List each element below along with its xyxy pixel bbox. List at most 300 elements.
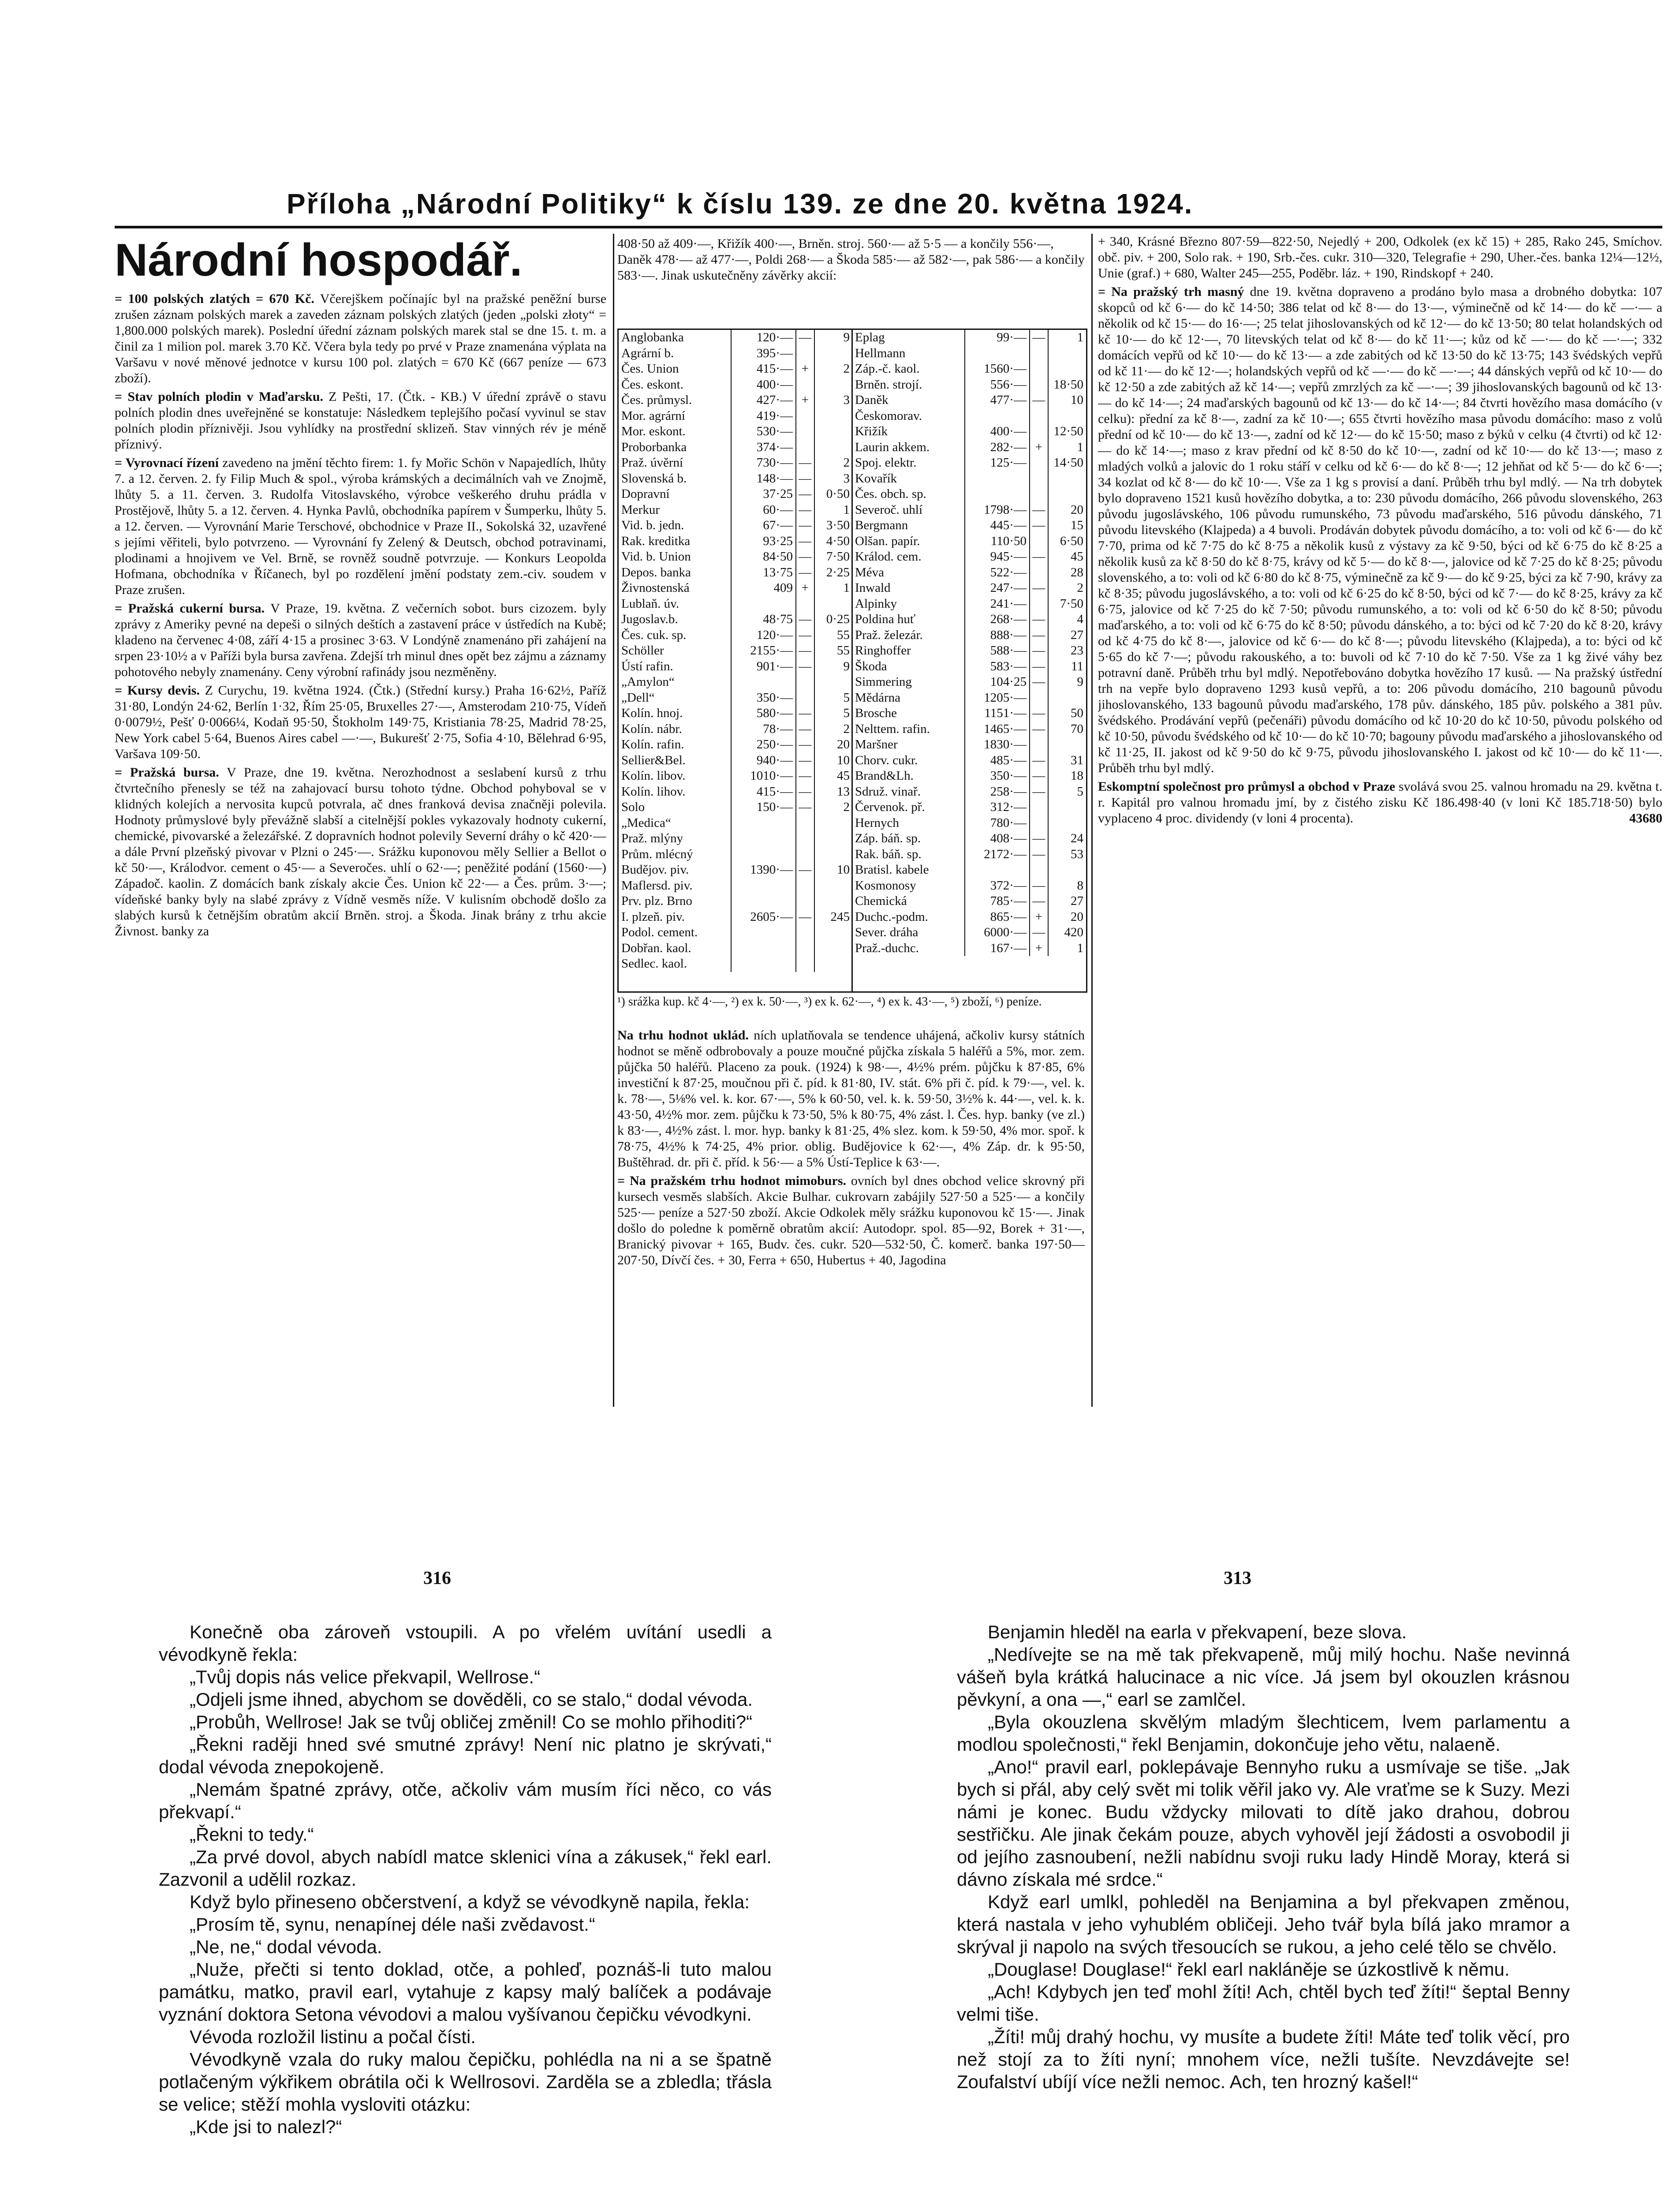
stock-row bbox=[852, 909, 1085, 925]
stock-name: Kolín. nábr. bbox=[619, 721, 732, 737]
stock-name: Praž. úvěrní bbox=[619, 455, 732, 471]
stock-price: 730·— bbox=[732, 455, 796, 471]
stock-row bbox=[619, 674, 851, 690]
notice-id: 43680 bbox=[1629, 811, 1662, 826]
change-value: 3 bbox=[843, 471, 850, 486]
news-text: V Praze, 19. května. Z večerních sobot. burs cizozem. byly zprávy z Ameriky pevné na depeši o silných deštích a zastavení práce v ústředích na Kubě; kladeno na červenec 4·08, září 4·15 a prosinec 3·63. V Londýně znamenáno při zahájení na srpen 23·10½ a v Paříži byla bursa zavřena. Zdejší trh minul dnes opět bez zájmu a záznamy pohotového nebyly znamenány. Ceny výrobní rafinády jsou nezměněny. bbox=[115, 601, 606, 679]
change-sign: — bbox=[1030, 721, 1049, 737]
stock-row bbox=[852, 768, 1085, 784]
change-value: 2 bbox=[843, 456, 850, 470]
change-sign: — bbox=[1030, 659, 1049, 675]
change-value: 1 bbox=[843, 581, 850, 595]
stock-row bbox=[619, 377, 851, 393]
stock-price: 312·— bbox=[965, 800, 1030, 815]
stock-price: 150·— bbox=[732, 800, 796, 815]
change-sign: — bbox=[796, 486, 815, 502]
change-value bbox=[1049, 408, 1085, 424]
change-sign: — bbox=[796, 518, 815, 534]
change-value bbox=[815, 346, 851, 362]
change-value: 18 bbox=[1071, 769, 1084, 783]
news-item bbox=[115, 389, 606, 452]
stock-name: Vid. b. jedn. bbox=[619, 518, 732, 534]
change-sign bbox=[1030, 471, 1049, 487]
news-item bbox=[115, 291, 606, 386]
stock-name: Křižík bbox=[852, 424, 965, 440]
change-sign: — bbox=[796, 862, 815, 878]
novel-paragraph: Konečně oba zároveň vstoupili. A po vřelém uvítání usedli a vévodkyně řekla: bbox=[159, 1622, 772, 1665]
change-sign bbox=[796, 596, 815, 612]
stock-row bbox=[852, 455, 1085, 471]
change-value: 5 bbox=[843, 706, 850, 720]
change-sign bbox=[796, 831, 815, 847]
change-sign: — bbox=[796, 737, 815, 753]
stock-price bbox=[965, 862, 1030, 878]
stock-price: 865·— bbox=[965, 909, 1030, 925]
stock-row bbox=[852, 862, 1085, 878]
stock-price: 427·— bbox=[732, 392, 796, 408]
stock-name: Čes. obch. sp. bbox=[852, 486, 965, 502]
change-sign bbox=[796, 893, 815, 909]
change-value: 20 bbox=[1071, 502, 1084, 517]
stock-row bbox=[619, 486, 851, 502]
stock-row bbox=[619, 862, 851, 878]
change-value: 1 bbox=[843, 502, 850, 517]
change-sign bbox=[796, 878, 815, 894]
stock-name: Ústí rafin. bbox=[619, 659, 732, 675]
stock-price: 415·— bbox=[732, 784, 796, 800]
stock-name: Hernych bbox=[852, 815, 965, 831]
change-value: 2 bbox=[843, 362, 850, 376]
stock-name: Proborbanka bbox=[619, 440, 732, 456]
stock-name: Sellier&Bel. bbox=[619, 753, 732, 769]
stock-name: Bratisl. kabele bbox=[852, 862, 965, 878]
change-value: 2 bbox=[843, 721, 850, 736]
change-sign bbox=[796, 408, 815, 424]
news-headline: = Pražská bursa. bbox=[115, 765, 219, 780]
stock-name: Rak. kreditka bbox=[619, 534, 732, 549]
change-sign bbox=[796, 674, 815, 690]
change-sign bbox=[1030, 361, 1049, 377]
stock-name: Mědárna bbox=[852, 690, 965, 706]
change-value bbox=[815, 956, 851, 972]
stock-price: 84·50 bbox=[732, 549, 796, 565]
change-value: 14·50 bbox=[1053, 456, 1084, 470]
change-value bbox=[1049, 486, 1085, 502]
news-headline: = Stav polních plodin v Maďarsku. bbox=[115, 389, 323, 404]
stock-price: 522·— bbox=[965, 565, 1030, 581]
change-sign bbox=[796, 346, 815, 362]
stock-price: 247·— bbox=[965, 580, 1030, 596]
change-sign: + bbox=[1030, 941, 1049, 957]
stock-row bbox=[619, 549, 851, 565]
novel-paragraph: „Prosím tě, synu, nenapínej déle naši zvědavost.“ bbox=[190, 1914, 595, 1935]
stock-price: 350·— bbox=[965, 768, 1030, 784]
stock-price: 268·— bbox=[965, 612, 1030, 628]
stock-name: Prům. mlécný bbox=[619, 847, 732, 863]
stock-name: Maršner bbox=[852, 737, 965, 753]
novel-paragraph: „Probůh, Wellrose! Jak se tvůj obličej změnil! Co se mohlo přihoditi?“ bbox=[190, 1712, 753, 1732]
stock-name: Lublaň. úv. bbox=[619, 596, 732, 612]
stock-row bbox=[852, 580, 1085, 596]
stock-price: 1010·— bbox=[732, 768, 796, 784]
stock-row bbox=[619, 847, 851, 863]
change-value: 10 bbox=[837, 753, 850, 767]
novel-paragraph: „Byla okouzlena skvělým mladým šlechticem, lvem parlamentu a modlou společnosti,“ řekl Benjamin, dokončuje jeho větu, nalaeně. bbox=[957, 1712, 1570, 1755]
change-value: 9 bbox=[843, 330, 850, 344]
change-sign bbox=[1030, 565, 1049, 581]
stock-price: 588·— bbox=[965, 643, 1030, 659]
change-value bbox=[815, 440, 851, 456]
news-items bbox=[115, 291, 606, 939]
change-sign: — bbox=[1030, 753, 1049, 769]
change-sign bbox=[1030, 862, 1049, 878]
stock-name: I. plzeň. piv. bbox=[619, 909, 732, 925]
change-value: 1 bbox=[1077, 941, 1084, 955]
stock-name: Praž. mlýny bbox=[619, 831, 732, 847]
change-value: 55 bbox=[837, 628, 850, 642]
stock-row bbox=[619, 534, 851, 549]
stock-name: Záp.-č. kaol. bbox=[852, 361, 965, 377]
stock-name: Čes. Union bbox=[619, 361, 732, 377]
change-value: 28 bbox=[1071, 565, 1084, 579]
change-sign bbox=[796, 941, 815, 957]
change-value: 245 bbox=[830, 909, 850, 924]
news-text: Z Curychu, 19. května 1924. (Čtk.) (Střední kursy.) Praha 16·62½, Paříž 31·80, Londýn 24·62, Berlín 1·32, Řím 25·05, Bruxelles 27·—, Amsterodam 210·75, Vídeň 0·0079½, Pešť 0·0066¼, Kodaň 95·50, Štokholm 149·75, Kristiania 78·25, Madrid 78·25, New York cabel 5·64, Buenos Aires cabel —·—, Bukurešť 2·75, Sofia 4·10, Bělehrad 6·95, Varšava 109·50. bbox=[115, 683, 606, 761]
change-sign: — bbox=[1030, 330, 1049, 346]
stock-price: 1830·— bbox=[965, 737, 1030, 753]
change-sign: — bbox=[796, 643, 815, 659]
news-item bbox=[115, 601, 606, 680]
change-value bbox=[1049, 737, 1085, 753]
stock-row bbox=[852, 549, 1085, 565]
change-sign: — bbox=[796, 502, 815, 518]
change-sign: — bbox=[1030, 847, 1049, 863]
change-sign: + bbox=[1030, 909, 1049, 925]
stock-name: Dopravní bbox=[619, 486, 732, 502]
stock-price: 258·— bbox=[965, 784, 1030, 800]
stock-name: Schöller bbox=[619, 643, 732, 659]
stock-name: Simmering bbox=[852, 674, 965, 690]
change-value: 45 bbox=[1071, 549, 1084, 564]
stock-name: Králod. cem. bbox=[852, 549, 965, 565]
stock-price: 374·— bbox=[732, 440, 796, 456]
stock-name: Agrární b. bbox=[619, 346, 732, 362]
novel-paragraph: „Nedívejte se na mě tak překvapeně, můj milý hochu. Naše nevinná vášeň byla krátká halucinace a nic více. Já jsem byl okouzlen krásnou pěvkyní, a ona —,“ earl se zamlčel. bbox=[957, 1644, 1570, 1710]
change-sign: + bbox=[796, 392, 815, 408]
stock-name: Olšan. papír. bbox=[852, 534, 965, 549]
change-value bbox=[815, 377, 851, 393]
stock-name: Kolín. hnoj. bbox=[619, 706, 732, 721]
stock-name: Anglobanka bbox=[619, 330, 732, 346]
stock-row bbox=[619, 925, 851, 941]
change-sign bbox=[1030, 737, 1049, 753]
stock-name: Českomorav. bbox=[852, 408, 965, 424]
stock-price: 785·— bbox=[965, 893, 1030, 909]
stock-price bbox=[965, 408, 1030, 424]
change-sign: — bbox=[1030, 893, 1049, 909]
stock-name: Čes. eskont. bbox=[619, 377, 732, 393]
change-value: 2 bbox=[843, 800, 850, 814]
stock-price: 901·— bbox=[732, 659, 796, 675]
stock-row bbox=[852, 893, 1085, 909]
stock-price: 78·— bbox=[732, 721, 796, 737]
change-sign: + bbox=[1030, 440, 1049, 456]
change-sign bbox=[1030, 534, 1049, 549]
change-value bbox=[1049, 346, 1085, 362]
stock-row bbox=[852, 753, 1085, 769]
stock-row bbox=[619, 596, 851, 612]
stock-row bbox=[852, 674, 1085, 690]
news-item bbox=[617, 1173, 1085, 1268]
change-sign: — bbox=[1030, 392, 1049, 408]
change-value: 45 bbox=[837, 769, 850, 783]
novel-paragraph: Vévoda rozložil listinu a počal čísti. bbox=[190, 2026, 476, 2047]
table-intro: 408·50 až 409·—, Křižík 400·—, Brněn. stroj. 560·— až 5·5 — a končily 556·—, Daněk 478·— až 477·—, Poldi 268·— a Škoda 585·— až 582·—, pak 586·— a končily 583·—. Jinak uskutečněny závěrky akcií: bbox=[617, 236, 1085, 283]
stock-name: Hellmann bbox=[852, 346, 965, 362]
novel-paragraph: „Odjeli jsme ihned, abychom se dověděli, co se stalo,“ dodal vévoda. bbox=[190, 1689, 753, 1710]
stock-name: Kosmonosy bbox=[852, 878, 965, 894]
change-value bbox=[815, 408, 851, 424]
stock-price: 372·— bbox=[965, 878, 1030, 894]
stock-name: Sdruž. vinař. bbox=[852, 784, 965, 800]
stock-row bbox=[852, 346, 1085, 362]
change-value bbox=[815, 925, 851, 941]
novel-left-column bbox=[159, 1621, 772, 2205]
stock-row bbox=[619, 800, 851, 815]
change-value bbox=[1049, 815, 1085, 831]
middle-news bbox=[617, 1028, 1085, 1407]
section-title: Národní hospodář. bbox=[115, 235, 523, 286]
news-item bbox=[1098, 284, 1662, 776]
stock-name: Brněn. strojí. bbox=[852, 377, 965, 393]
stock-name: Eplag bbox=[852, 330, 965, 346]
novel-paragraph: „Nuže, přečti si tento doklad, otče, a pohleď, poznáš-li tuto malou památku, matko, pravil earl, vytahuje z kapsy malý balíček a podávaje vyznání doktora Setona vévodovi a malou vyšívanou čepičku vévodkyni. bbox=[159, 1959, 772, 2025]
stock-name: Prv. plz. Brno bbox=[619, 893, 732, 909]
news-text: ovních byl dnes obchod velice skrovný při kursech vesměs slabších. Akcie Bulhar. cukrovarn zabájily 527·50 a 525·— a končily 525·— peníze a 527·50 zboží. Akcie Odkolek měly srážku kuponovou kč 15·—. Jinak došlo do poledne k poměrně obratům akcií: Autodopr. spol. 85—92, Borek + 31·—, Branický pivovar + 165, Budv. čes. cukr. 520—532·50, Č. komerč. banka 197·50—207·50, Dívčí čes. + 30, Ferra + 650, Hubertus + 40, Jagodina bbox=[617, 1174, 1085, 1267]
stock-row bbox=[619, 361, 851, 377]
stock-row bbox=[852, 643, 1085, 659]
stock-name: Brand&Lh. bbox=[852, 768, 965, 784]
stock-price bbox=[732, 847, 796, 863]
stock-price: 99·— bbox=[965, 330, 1030, 346]
change-sign bbox=[796, 377, 815, 393]
stock-name: Depos. banka bbox=[619, 565, 732, 581]
stock-name: Ringhoffer bbox=[852, 643, 965, 659]
stock-name: Kolín. lihov. bbox=[619, 784, 732, 800]
change-value: 27 bbox=[1071, 894, 1084, 908]
page-number-right: 313 bbox=[1224, 1568, 1251, 1588]
novel-paragraph: Vévodkyně vzala do ruky malou čepičku, pohlédla na ni a se špatně potlačeným výkřikem obrátila oči k Wellrosovi. Zarděla se a zbledla; třásla se velice; stěží mohla vysloviti otázku: bbox=[159, 2049, 772, 2115]
stock-row bbox=[619, 909, 851, 925]
stock-row bbox=[852, 659, 1085, 675]
stock-name: Živnostenská bbox=[619, 580, 732, 596]
stock-price: 556·— bbox=[965, 377, 1030, 393]
stock-table-right bbox=[852, 330, 1085, 991]
stock-row bbox=[852, 690, 1085, 706]
change-sign: — bbox=[1030, 643, 1049, 659]
news-text: zavedeno na jmění těchto firem: 1. fy Mořic Schön v Napajedlích, lhůty 7. a 12. červen. 2. fy Filip Much & spol., výroba krámských a decimálních vah ve Znojmě, lhůty 5. a 11. červen. 3. Rudolfa Vitoslavského, výrobce veškerého druhu prádla v Prostějově, lhůty 5. a 12. červen. 4. Hynka Pavlů, obchodníka papírem v Šumperku, lhůty 5. a 12. červen. — Vyrovnání Marie Terschové, obchodnice v Praze II., Sokolská 32, uzavřené s jejími věřiteli, bylo potvrzeno. — Vyrovnání fy Zelený & Deutsch, obchod potravinami, plodinami a hnojivem ve Vel. Brně, se rovněž soudně potvrzuje. — Konkurs Leopolda Hofmana, obchodníka v Říčanech, byl po rozdělení jmění podstaty zem.-civ. soudem v Praze zrušen. bbox=[115, 456, 606, 597]
stock-price: 250·— bbox=[732, 737, 796, 753]
stock-row bbox=[619, 941, 851, 957]
stock-price: 48·75 bbox=[732, 612, 796, 628]
change-sign bbox=[796, 815, 815, 831]
stock-row bbox=[852, 831, 1085, 847]
stock-name: Alpinky bbox=[852, 596, 965, 612]
change-sign: + bbox=[796, 580, 815, 596]
change-value bbox=[815, 893, 851, 909]
stock-price: 60·— bbox=[732, 502, 796, 518]
change-value: 2·25 bbox=[826, 565, 850, 579]
stock-price bbox=[732, 596, 796, 612]
stock-price bbox=[732, 674, 796, 690]
change-sign bbox=[1030, 408, 1049, 424]
change-value: 13 bbox=[837, 784, 850, 799]
stock-price bbox=[732, 941, 796, 957]
change-value bbox=[815, 941, 851, 957]
stock-price: 395·— bbox=[732, 346, 796, 362]
stock-row bbox=[852, 534, 1085, 549]
stock-row bbox=[619, 518, 851, 534]
change-sign bbox=[796, 956, 815, 972]
stock-price: 2155·— bbox=[732, 643, 796, 659]
stock-name: Čes. průmysl. bbox=[619, 392, 732, 408]
change-value: 31 bbox=[1071, 753, 1084, 767]
change-sign: — bbox=[1030, 518, 1049, 534]
change-value bbox=[815, 674, 851, 690]
change-sign: — bbox=[796, 330, 815, 346]
stock-row bbox=[852, 737, 1085, 753]
change-value: 10 bbox=[1071, 393, 1084, 407]
news-text: V Praze, dne 19. května. Nerozhodnost a seslabení kursů z trhu čtvrtečního přenesly se též na zahajovací bursu tohoto týdne. Obchod pohyboval se v klidných kolejích a nervosita kupců potvrala, ač dnes franková devisa značněji polevila. Hodnoty průmyslové byly převážně slabší a citelnější pokles vykazovaly hodnoty cukerní, chemické, pivovarské a železářské. Z dopravních hodnot polevily Severní dráhy o kč 420·— a dále První plzeňský pivovar v Plzni o 245·—. Srážku kuponovou měly Sellier a Bellot o kč 50·—, Králodvor. cement o 45·— a Severočes. uhlí o 62·—; peněžité podání (1560·—) Západoč. kaolin. Z domácích bank získaly akcie Čes. Union kč 22·— a Čes. prům. 3·—; vídeňské banky byly na slabé zprávy z Vídně vesměs níže. V kulisním obchodě došlo za slabých kursů k četnějším obratům akcií Brněn. stroj. a Škoda. Jinak brány z trhu akcie Živnost. banky za bbox=[115, 765, 606, 938]
change-value bbox=[815, 596, 851, 612]
change-value: 1 bbox=[1077, 440, 1084, 454]
stock-name: Merkur bbox=[619, 502, 732, 518]
novel-paragraph: „Ach! Kdybych jen teď mohl žíti! Ach, chtěl bych teď žíti!“ šeptal Benny velmi tiše. bbox=[957, 1981, 1570, 2025]
stock-row bbox=[619, 831, 851, 847]
change-value: 55 bbox=[837, 643, 850, 658]
column-divider-1 bbox=[613, 234, 614, 1407]
stock-price: 408·— bbox=[965, 831, 1030, 847]
change-value: 7·50 bbox=[826, 549, 850, 564]
stock-row bbox=[619, 502, 851, 518]
change-value: 3·50 bbox=[826, 518, 850, 532]
novel-paragraph: „Řekni to tedy.“ bbox=[190, 1824, 314, 1845]
stock-name: „Dell“ bbox=[619, 690, 732, 706]
stock-row bbox=[619, 768, 851, 784]
stock-row bbox=[619, 628, 851, 643]
stock-row bbox=[619, 392, 851, 408]
novel-paragraph: Když earl umlkl, pohleděl na Benjamina a byl překvapen změnou, která nastala v jeho vyhublém obličeji. Jeho tvář byla bílá jako mramor a skrýval ji napolo na svých třesoucích se rukou, a jeho celé tělo se chvělo. bbox=[957, 1891, 1570, 1957]
change-sign bbox=[1030, 377, 1049, 393]
change-value bbox=[1049, 862, 1085, 878]
stock-row bbox=[852, 721, 1085, 737]
news-text: + 340, Krásné Březno 807·59—822·50, Nejedlý + 200, Odkolek (ex kč 15) + 285, Rako 245, Smíchov. obč. piv. + 200, Solo rak. + 190, Srb.-čes. cukr. 310—320, Telegrafie + 290, Uher.-čes. banka 12¼—12½, Unie (graf.) + 680, Walter 245—255, Poděbr. láz. + 190, Rindskopf + 240. bbox=[1098, 234, 1662, 280]
stock-price: 120·— bbox=[732, 628, 796, 643]
stock-name: Sedlec. kaol. bbox=[619, 956, 732, 972]
stock-row bbox=[619, 956, 851, 972]
novel-paragraph: „Ano!“ pravil earl, poklepávaje Bennyho ruku a usmívaje se tiše. „Jak bych si přál, aby celý svět mi tolik věřil jako vy. Ale vraťme se k Suzy. Mezi námi je konec. Budu vždycky milovati to dítě jako drahou, dobrou sestřičku. Ale jinak čekám pouze, abych vyhověl její žádosti a osvobodil ji od jejího zasnoubení, nežli nabídnu svoji ruku lady Hindě Moray, která si dávno získala mé srdce.“ bbox=[957, 1757, 1570, 1890]
change-sign: — bbox=[796, 659, 815, 675]
change-value: 15 bbox=[1071, 518, 1084, 532]
stock-price: 419·— bbox=[732, 408, 796, 424]
stock-row bbox=[619, 721, 851, 737]
change-sign bbox=[1030, 424, 1049, 440]
stock-price: 945·— bbox=[965, 549, 1030, 565]
stock-row bbox=[852, 377, 1085, 393]
change-value bbox=[1049, 690, 1085, 706]
change-sign bbox=[1030, 346, 1049, 362]
stock-row bbox=[619, 346, 851, 362]
news-headline: = Kursy devis. bbox=[115, 683, 200, 698]
change-value: 9 bbox=[843, 659, 850, 673]
change-value: 3 bbox=[843, 393, 850, 407]
change-value: 12·50 bbox=[1053, 424, 1084, 438]
stock-row bbox=[852, 815, 1085, 831]
news-item bbox=[115, 683, 606, 762]
stock-price bbox=[965, 486, 1030, 502]
change-sign: — bbox=[796, 753, 815, 769]
stock-row bbox=[852, 878, 1085, 894]
stock-price bbox=[965, 346, 1030, 362]
stock-price: 1390·— bbox=[732, 862, 796, 878]
stock-price: 400·— bbox=[732, 377, 796, 393]
stock-price: 485·— bbox=[965, 753, 1030, 769]
stock-price: 37·25 bbox=[732, 486, 796, 502]
stock-price: 125·— bbox=[965, 455, 1030, 471]
news-item bbox=[617, 1028, 1085, 1170]
news-text: Včerejškem počínajíc byl na pražské peněžní burse zrušen záznam polských marek a zaveden záznam polských zlatých (jeden „polski złoty“ = 1,800.000 polských marek). Poslední úřední záznam polských marek stal se dne 15. t. m. a činil za 1 milion pol. marek 3.70 Kč. Včera byla tedy po prvé v Praze znamenána výplata na Varšavu v nové měnové jednotce v kursu 100 pol. zlatých = 670 Kč (667 peníze — 673 zboží). bbox=[115, 292, 606, 385]
stock-price: 241·— bbox=[965, 596, 1030, 612]
stock-name: Podol. cement. bbox=[619, 925, 732, 941]
novel-paragraph: Když bylo přineseno občerstvení, a když se vévodkyně napila, řekla: bbox=[190, 1891, 750, 1912]
stock-row bbox=[852, 706, 1085, 721]
novel-paragraph: „Řekni raději hned své smutné zprávy! Není nic platno je skrývati,“ dodal vévoda znepokojeně. bbox=[159, 1734, 772, 1777]
stock-name: Jugoslav.b. bbox=[619, 612, 732, 628]
stock-price bbox=[732, 925, 796, 941]
change-value: 420 bbox=[1064, 925, 1084, 939]
change-value: 53 bbox=[1071, 847, 1084, 861]
stock-price: 1151·— bbox=[965, 706, 1030, 721]
stock-price: 148·— bbox=[732, 471, 796, 487]
stock-name: Čes. cuk. sp. bbox=[619, 628, 732, 643]
change-sign: — bbox=[796, 534, 815, 549]
stock-row bbox=[619, 893, 851, 909]
change-sign bbox=[796, 925, 815, 941]
stock-price: 780·— bbox=[965, 815, 1030, 831]
stock-price: 477·— bbox=[965, 392, 1030, 408]
novel-paragraph: „Žíti! můj drahý hochu, vy musíte a budete žíti! Máte teď tolik věcí, pro než stojí za to žíti nyní; mnohem více, nežli tušíte. Nevzdávejte se! Zoufalství ubíjí více nežli nemoc. Ach, ten hrozný kašel!“ bbox=[957, 2026, 1570, 2092]
stock-row bbox=[852, 596, 1085, 612]
stock-name: Daněk bbox=[852, 392, 965, 408]
stock-price bbox=[732, 893, 796, 909]
stock-name: Slovenská b. bbox=[619, 471, 732, 487]
change-value bbox=[1049, 471, 1085, 487]
change-sign: — bbox=[796, 721, 815, 737]
change-sign: — bbox=[796, 471, 815, 487]
stock-row bbox=[619, 455, 851, 471]
stock-price bbox=[732, 831, 796, 847]
change-sign bbox=[796, 690, 815, 706]
change-sign: — bbox=[1030, 784, 1049, 800]
change-sign: — bbox=[1030, 831, 1049, 847]
column-divider-2 bbox=[1091, 234, 1093, 1407]
change-sign: — bbox=[796, 549, 815, 565]
stock-row bbox=[619, 878, 851, 894]
change-sign: — bbox=[1030, 878, 1049, 894]
change-value: 2 bbox=[1077, 581, 1084, 595]
stock-name: Méva bbox=[852, 565, 965, 581]
stock-row bbox=[852, 628, 1085, 643]
